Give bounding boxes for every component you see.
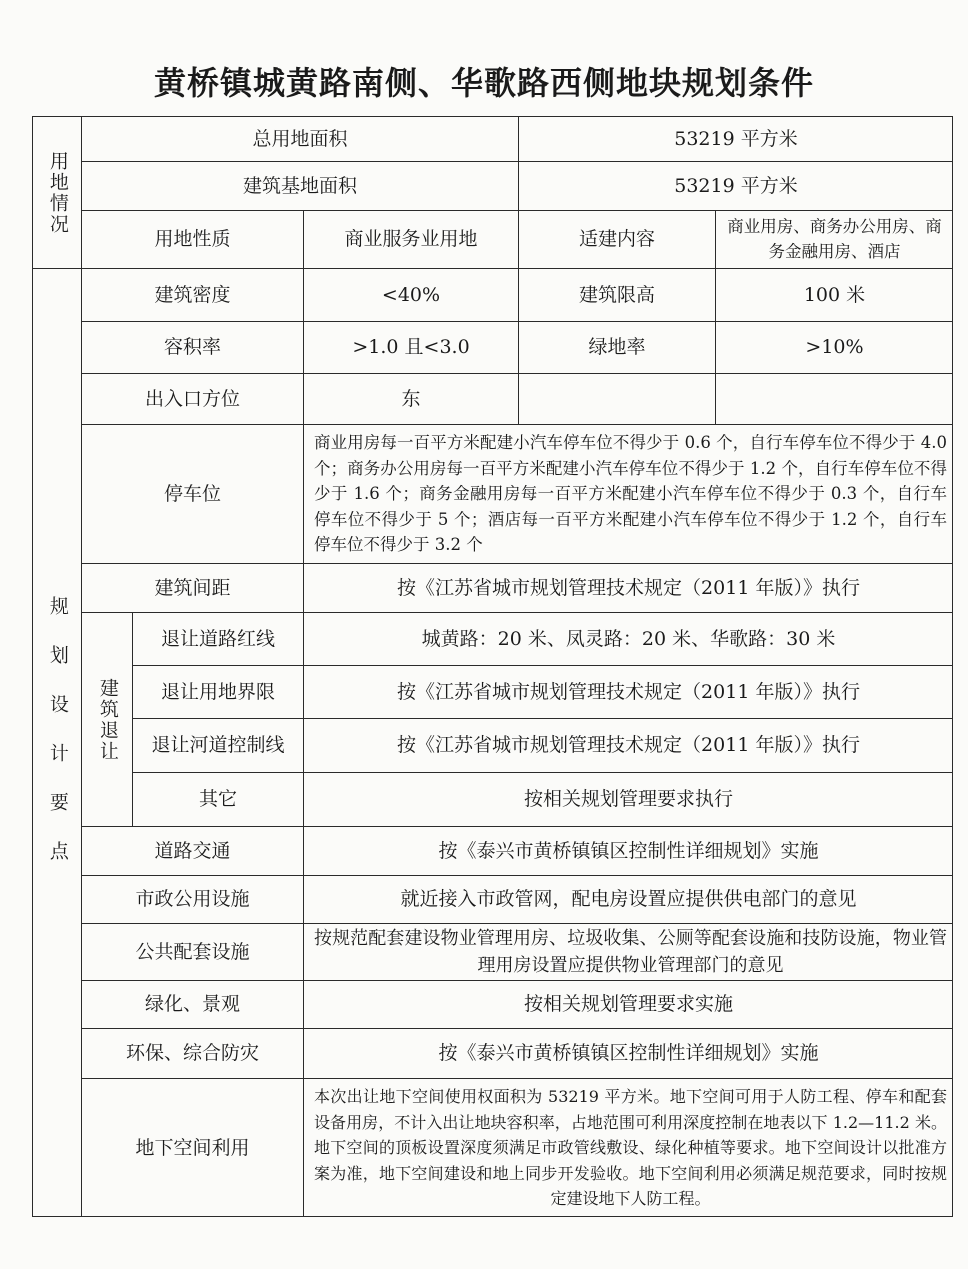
land-nature-label: 用地性质: [81, 210, 303, 268]
underground-label: 地下空间利用: [81, 1078, 303, 1217]
landscape-value: 按相关规划管理要求实施: [303, 980, 953, 1028]
section-setback-label: 建筑退让: [81, 612, 132, 826]
traffic-value: 按《泰兴市黄桥镇镇区控制性详细规划》实施: [303, 826, 953, 875]
spacing-label: 建筑间距: [81, 563, 303, 612]
municipal-value: 就近接入市政管网，配电房设置应提供供电部门的意见: [303, 875, 953, 923]
other-label: 其它: [132, 772, 303, 826]
density-value: <40%: [303, 268, 518, 321]
land-nature-value: 商业服务业用地: [303, 210, 518, 268]
setback-boundary-value: 按《江苏省城市规划管理技术规定（2011 年版）》执行: [303, 665, 953, 718]
allowed-use-value: 商业用房、商务办公用房、商务金融用房、酒店: [715, 210, 953, 268]
spacing-value: 按《江苏省城市规划管理技术规定（2011 年版）》执行: [303, 563, 953, 612]
empty-cell: [715, 373, 953, 424]
far-label: 容积率: [81, 321, 303, 373]
setback-road-label: 退让道路红线: [132, 612, 303, 665]
other-value: 按相关规划管理要求执行: [303, 772, 953, 826]
setback-boundary-label: 退让用地界限: [132, 665, 303, 718]
allowed-use-label: 适建内容: [518, 210, 715, 268]
building-area-label: 建筑基地面积: [81, 161, 518, 210]
page-title: 黄桥镇城黄路南侧、华歌路西侧地块规划条件: [153, 64, 814, 102]
far-value: >1.0 且<3.0: [303, 321, 518, 373]
empty-cell: [518, 373, 715, 424]
total-area-value: 53219 平方米: [518, 116, 953, 161]
traffic-label: 道路交通: [81, 826, 303, 875]
public-facilities-value: 按规范配套建设物业管理用房、垃圾收集、公厕等配套设施和技防设施，物业管理用房设置应提供物业管理部门的意见: [303, 923, 953, 980]
entrance-label: 出入口方位: [81, 373, 303, 424]
section-planning-label: 规划设计要点: [32, 268, 81, 1217]
underground-value: 本次出让地下空间使用权面积为 53219 平方米。地下空间可用于人防工程、停车和配套设备用房，不计入出让地块容积率，占地范围可利用深度控制在地表以下 1.2—11.2 米。地下空间的顶板设置深度须满足市政管线敷设、绿化种植等要求。地下空间设计以批准方案为准，地下空间建设和地上同步开发验收。地下空间利用必须满足规范要求，同时按规定建设地下人防工程。: [303, 1078, 953, 1217]
setback-river-value: 按《江苏省城市规划管理技术规定（2011 年版）》执行: [303, 718, 953, 772]
parking-value: 商业用房每一百平方米配建小汽车停车位不得少于 0.6 个，自行车停车位不得少于 4.0 个；商务办公用房每一百平方米配建小汽车停车位不得少于 1.2 个，自行车停车位不得少于 1.6 个；商务金融用房每一百平方米配建小汽车停车位不得少于 0.3 个，自行车停车位不得少于 5 个；酒店每一百平方米配建小汽车停车位不得少于 1.2 个，自行车停车位不得少于 3.2 个: [303, 424, 953, 563]
municipal-label: 市政公用设施: [81, 875, 303, 923]
height-limit-label: 建筑限高: [518, 268, 715, 321]
height-limit-value: 100 米: [715, 268, 953, 321]
building-area-value: 53219 平方米: [518, 161, 953, 210]
environment-value: 按《泰兴市黄桥镇镇区控制性详细规划》实施: [303, 1028, 953, 1078]
public-facilities-label: 公共配套设施: [81, 923, 303, 980]
density-label: 建筑密度: [81, 268, 303, 321]
total-area-label: 总用地面积: [81, 116, 518, 161]
green-ratio-value: >10%: [715, 321, 953, 373]
parking-label: 停车位: [81, 424, 303, 563]
setback-river-label: 退让河道控制线: [132, 718, 303, 772]
landscape-label: 绿化、景观: [81, 980, 303, 1028]
environment-label: 环保、综合防灾: [81, 1028, 303, 1078]
section-land-label: 用地情况: [32, 116, 81, 268]
setback-road-value: 城黄路：20 米、凤灵路：20 米、华歌路：30 米: [303, 612, 953, 665]
green-ratio-label: 绿地率: [518, 321, 715, 373]
entrance-value: 东: [303, 373, 518, 424]
